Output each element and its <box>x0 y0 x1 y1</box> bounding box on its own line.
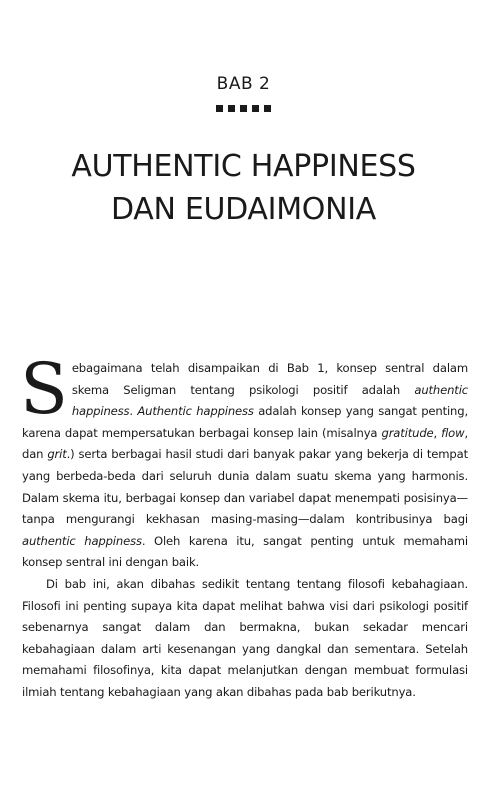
ornament-square <box>216 105 223 112</box>
text-run: . Oleh karena itu, sangat penting untuk memahami konsep sentral ini dengan baik. <box>22 533 468 570</box>
text-run: .) serta berbagai hasil studi dari banyak pakar yang bekerja di tempat yang berbeda-beda dari seluruh dunia dalam suatu skema yang harmonis. Dalam skema itu, berbagai konsep dan variabel dapat menempati posisinya—tanpa mengurangi kekhasan masing-masing—dalam kontribusinya bagi <box>22 447 468 527</box>
drop-cap: S <box>20 348 68 430</box>
chapter-ornament <box>0 105 487 112</box>
italic-term: gratitude <box>381 425 434 440</box>
ornament-square <box>264 105 271 112</box>
body-text <box>20 348 468 704</box>
text-run: . <box>129 404 138 419</box>
text-run: , dan <box>22 425 468 462</box>
italic-term: authentic happiness <box>22 533 142 548</box>
paragraph-1 <box>20 348 468 574</box>
text-run: adalah konsep yang sangat penting, karena dapat mempersatukan berbagai konsep lain (misalnya <box>22 404 468 440</box>
text-run: , <box>433 425 442 440</box>
text-run: ebagaimana telah disampaikan di Bab 1, konsep sentral dalam skema Seligman tentang psikologi positif adalah <box>71 361 468 397</box>
chapter-title-line-2: DAN EUDAIMONIA <box>110 192 377 227</box>
italic-term: authentic happiness <box>71 382 468 419</box>
chapter-title-line-1: AUTHENTIC HAPPINESS <box>71 149 416 184</box>
italic-term: Authentic happiness <box>137 404 254 419</box>
italic-term: flow <box>441 425 465 440</box>
chapter-title <box>0 145 487 231</box>
italic-term: grit <box>47 447 67 462</box>
paragraph-2: Di bab ini, akan dibahas sedikit tentang tentang filosofi kebahagiaan. Filosofi ini penting supaya kita dapat melihat bahwa visi dari psikologi positif sebenarnya sangat dalam dan bermakna, bukan sekadar mencari kebahagiaan dalam arti kesenangan yang dangkal dan sementara. Setelah memahami filosofinya, kita dapat melanjutkan dengan membuat formulasi ilmiah tentang kebahagiaan yang akan dibahas pada bab berikutnya. <box>22 576 468 699</box>
ornament-square <box>252 105 259 112</box>
ornament-square <box>240 105 247 112</box>
ornament-square <box>228 105 235 112</box>
chapter-number: BAB 2 <box>216 74 271 94</box>
